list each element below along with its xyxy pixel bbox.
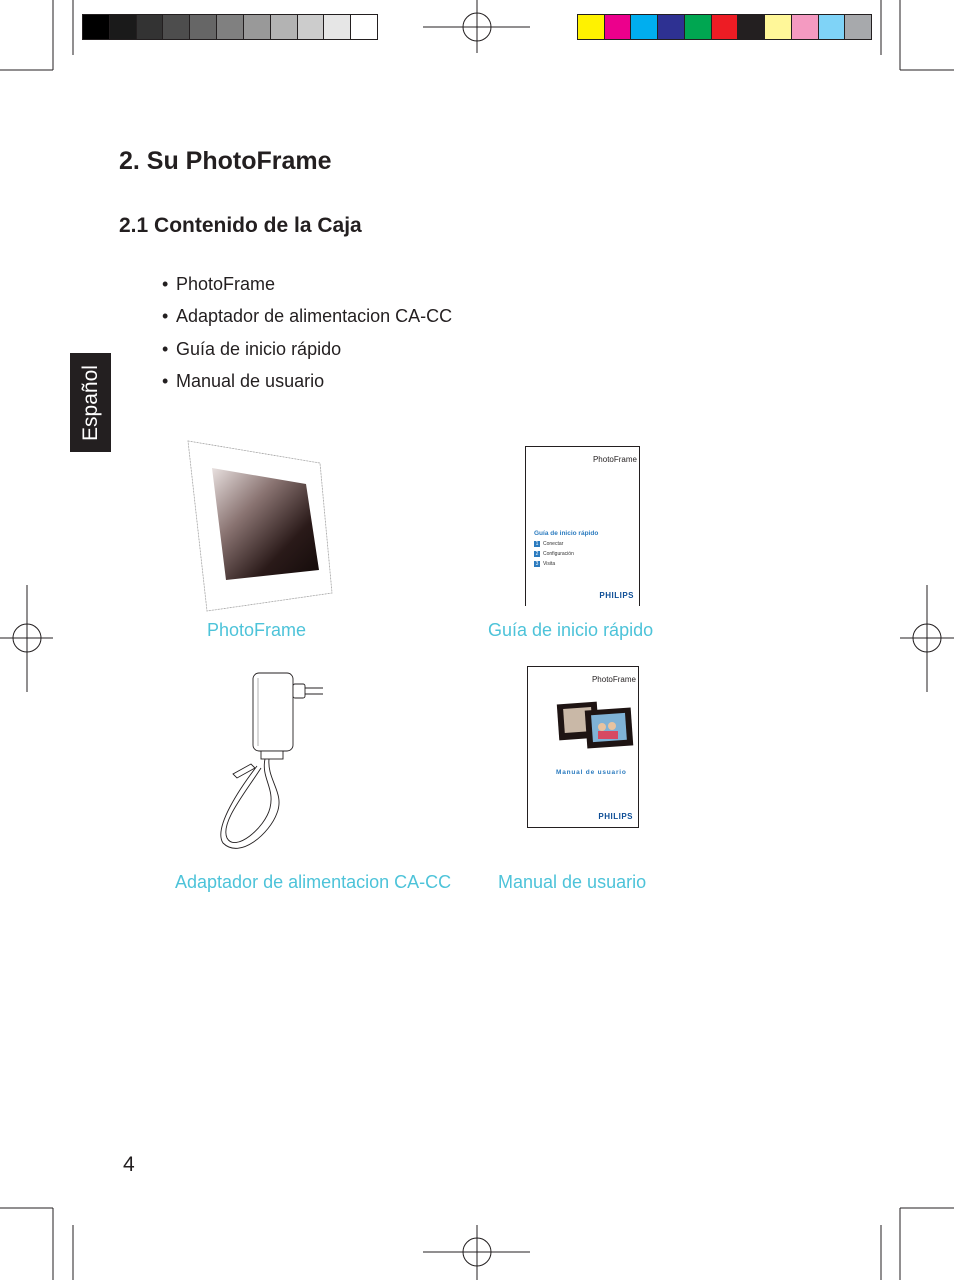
- language-tab-label: Español: [78, 364, 102, 441]
- philips-logo: PHILIPS: [599, 591, 634, 600]
- calibration-swatch: [297, 15, 324, 39]
- frames-photo-icon: [556, 697, 636, 751]
- calibration-swatch: [189, 15, 216, 39]
- list-item-text: PhotoFrame: [176, 274, 276, 294]
- calibration-swatch: [711, 15, 738, 39]
- calibration-swatch: [630, 15, 657, 39]
- calibration-swatch: [764, 15, 791, 39]
- calibration-swatch: [604, 15, 631, 39]
- step-label: Visita: [543, 561, 556, 567]
- booklet-step: [534, 551, 574, 557]
- list-item: [162, 367, 452, 399]
- step-label: Configuración: [543, 551, 574, 557]
- calibration-swatch: [578, 15, 604, 39]
- calibration-swatch: [83, 15, 109, 39]
- philips-logo: PHILIPS: [598, 812, 633, 821]
- booklet-step: [534, 561, 555, 567]
- caption-photoframe: PhotoFrame: [207, 620, 307, 640]
- calibration-swatch: [791, 15, 818, 39]
- booklet-subtitle: Manual de usuario: [556, 769, 627, 776]
- calibration-swatch: [323, 15, 350, 39]
- calibration-swatch: [162, 15, 189, 39]
- section-heading: 2.1 Contenido de la Caja: [119, 214, 362, 237]
- step-number: 3: [535, 561, 539, 567]
- bullet: •: [162, 370, 169, 391]
- language-tab: [70, 353, 111, 452]
- booklet-product-name: PhotoFrame: [592, 455, 637, 464]
- calibration-swatch: [657, 15, 684, 39]
- quick-guide-booklet: [525, 446, 640, 606]
- calibration-swatch: [684, 15, 711, 39]
- page-number: 4: [123, 1153, 135, 1176]
- list-item: [162, 302, 452, 334]
- calibration-swatch: [136, 15, 163, 39]
- caption-adapter: Adaptador de alimentacion CA-CC: [175, 872, 452, 892]
- photoframe-illustration: [185, 438, 335, 613]
- grayscale-calibration-bar: [82, 14, 378, 40]
- calibration-swatch: [243, 15, 270, 39]
- list-item-text: Guía de inicio rápido: [176, 338, 342, 359]
- bullet: •: [162, 338, 169, 359]
- color-calibration-bar: [577, 14, 872, 40]
- step-number: 2: [535, 551, 539, 557]
- booklet-step: [534, 541, 563, 547]
- power-adapter-illustration: [215, 668, 330, 860]
- calibration-swatch: [844, 15, 871, 39]
- calibration-swatch: [216, 15, 243, 39]
- list-item: [162, 270, 452, 302]
- caption-quick-guide: Guía de inicio rápido: [488, 620, 654, 640]
- calibration-swatch: [818, 15, 845, 39]
- booklet-subtitle: Guía de inicio rápido: [534, 530, 599, 537]
- calibration-swatch: [737, 15, 764, 39]
- page-title: 2. Su PhotoFrame: [119, 147, 332, 175]
- calibration-swatch: [270, 15, 297, 39]
- step-number: 1: [535, 541, 539, 547]
- box-contents-list: [162, 270, 452, 399]
- bullet: •: [162, 306, 169, 327]
- calibration-swatch: [109, 15, 136, 39]
- caption-manual: Manual de usuario: [498, 872, 647, 892]
- user-manual-booklet: [527, 666, 639, 828]
- calibration-swatch: [350, 15, 377, 39]
- list-item-text: Adaptador de alimentacion CA-CC: [176, 306, 453, 327]
- step-label: Conectar: [543, 541, 564, 547]
- bullet: •: [162, 274, 169, 294]
- list-item-text: Manual de usuario: [176, 370, 325, 391]
- list-item: [162, 335, 452, 367]
- booklet-product-name: PhotoFrame: [591, 675, 636, 684]
